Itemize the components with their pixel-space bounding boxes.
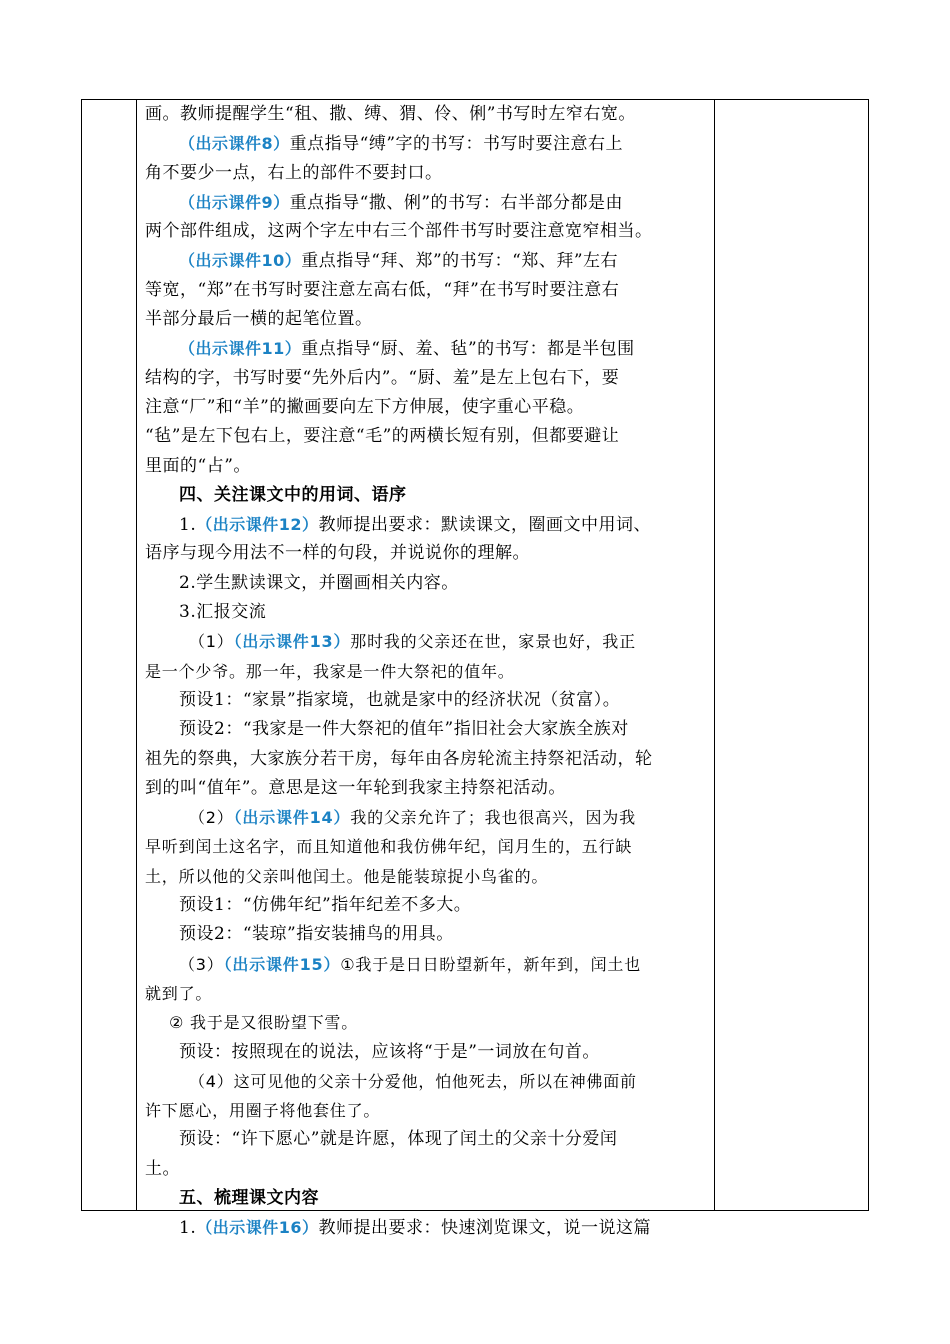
courseware-cue: （出示课件9） — [179, 192, 290, 212]
text-line: 结构的字，书写时要“先外后内”。“厨、羞”是左上包右下，要 — [145, 367, 620, 388]
text-line: 祖先的祭典，大家族分若干房，每年由各房轮流主持祭祀活动，轮 — [145, 748, 653, 769]
courseware-cue: （出示课件13） — [233, 632, 351, 652]
text-line: ② 我于是又很盼望下雪。 — [169, 1013, 359, 1033]
text-line: 角不要少一点，右上的部件不要封口。 — [145, 162, 443, 183]
text-line: （出示课件10）重点指导“拜、郑”的书写：“郑、拜”左右 — [179, 251, 619, 272]
text-line: 土，所以他的父亲叫他闰土。他是能装琼捉小鸟雀的。 — [145, 866, 549, 886]
text-line: 土。 — [145, 1158, 180, 1179]
text-line: 注意“厂”和“羊”的撇画要向左下方伸展，使字重心平稳。 — [145, 396, 585, 417]
lesson-plan-table — [81, 99, 869, 1239]
text-line: （出示课件9）重点指导“撒、俐”的书写：右半部分都是由 — [179, 192, 624, 213]
text-line: （3）（出示课件15）①我于是日日盼望新年，新年到，闰土也 — [179, 954, 642, 974]
text-line: 预设：“许下愿心”就是许愿，体现了闰土的父亲十分爱闰 — [179, 1129, 618, 1150]
column-divider-left — [136, 100, 137, 1210]
text-line: 半部分最后一横的起笔位置。 — [145, 309, 373, 330]
text-line: 预设2：“装琼”指安装捕鸟的用具。 — [179, 924, 454, 945]
courseware-cue: （出示课件12） — [196, 515, 319, 535]
column-divider-right — [714, 100, 715, 1210]
text-line: 早听到闰土这名字，而且知道他和我仿佛年纪，闰月生的，五行缺 — [145, 837, 633, 857]
text-line: 许下愿心，用圈子将他套住了。 — [145, 1101, 381, 1121]
text-line: 两个部件组成，这两个字左中右三个部件书写时要注意宽窄相当。 — [145, 221, 653, 242]
text-line: （出示课件11）重点指导“厨、羞、毡”的书写：都是半包围 — [179, 339, 635, 360]
courseware-cue: （出示课件16） — [196, 1218, 319, 1238]
text-line: 预设2：“我家是一件大祭祀的值年”指旧社会大家族全族对 — [179, 719, 629, 740]
text-line: “毡”是左下包右上，要注意“毛”的两横长短有别，但都要避让 — [145, 426, 620, 447]
text-line: 就到了。 — [145, 983, 213, 1003]
text-line: （出示课件8）重点指导“缚”字的书写：书写时要注意右上 — [179, 134, 624, 155]
text-line: 2.学生默读课文，并圈画相关内容。 — [179, 572, 459, 593]
text-line: （2）（出示课件14）我的父亲允许了；我也很高兴，因为我 — [189, 808, 636, 828]
teaching-process-cell — [145, 100, 705, 1243]
text-line: 等宽，“郑”在书写时要注意左高右低，“拜”在书写时要注意右 — [145, 279, 620, 300]
text-line: 预设1：“家景”指家境，也就是家中的经济状况（贫富）。 — [179, 689, 621, 710]
text-line: 预设：按照现在的说法，应该将“于是”一词放在句首。 — [179, 1041, 600, 1062]
text-line: 预设1：“仿佛年纪”指年纪差不多大。 — [179, 895, 472, 916]
courseware-cue: （出示课件8） — [179, 134, 290, 154]
courseware-cue: （出示课件10） — [179, 251, 302, 271]
text-line: 语序与现今用法不一样的句段，并说说你的理解。 — [145, 543, 530, 564]
courseware-cue: （出示课件14） — [233, 808, 351, 828]
text-line: 画。教师提醒学生“租、撒、缚、猬、伶、俐”书写时左窄右宽。 — [145, 104, 636, 124]
text-line: 1.（出示课件16）教师提出要求：快速浏览课文，说一说这篇 — [179, 1218, 652, 1239]
section-heading: 四、关注课文中的用词、语序 — [179, 484, 407, 505]
section-heading: 五、梳理课文内容 — [179, 1187, 319, 1208]
text-line: 1.（出示课件12）教师提出要求：默读课文，圈画文中用词、 — [179, 515, 652, 536]
text-line: 是一个少爷。那一年，我家是一件大祭祀的值年。 — [145, 661, 515, 681]
text-line: 里面的“占”。 — [145, 455, 251, 476]
text-line: （1）（出示课件13）那时我的父亲还在世，家景也好，我正 — [189, 632, 636, 652]
text-line: （4）这可见他的父亲十分爱他，怕他死去，所以在神佛面前 — [189, 1071, 637, 1091]
courseware-cue: （出示课件11） — [179, 339, 302, 359]
text-line: 到的叫“值年”。意思是这一年轮到我家主持祭祀活动。 — [145, 777, 566, 798]
text-line: 3.汇报交流 — [179, 602, 267, 623]
courseware-cue: （出示课件15） — [223, 954, 341, 974]
